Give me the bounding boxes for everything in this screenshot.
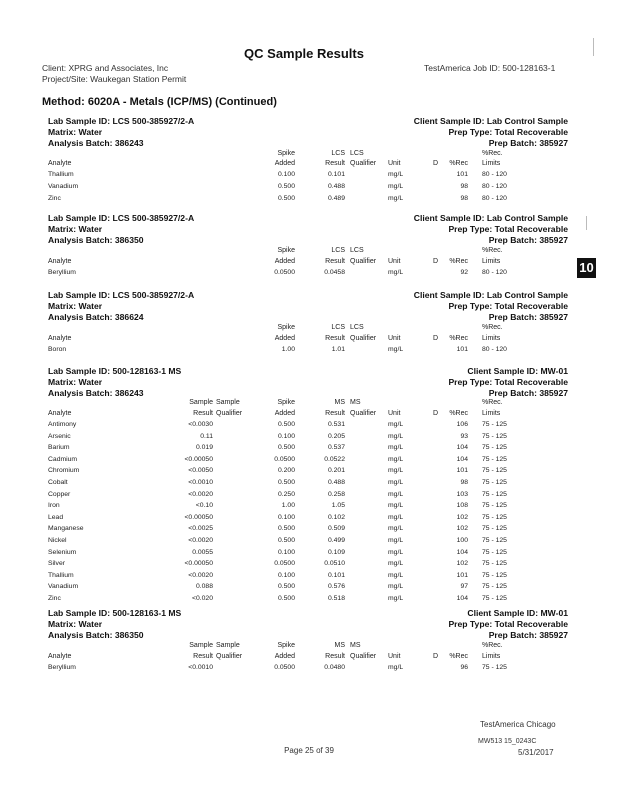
limits-cell: 75 - 125 — [482, 444, 507, 451]
rec-cell: 96 — [460, 664, 468, 671]
analyte-cell: Antimony — [48, 421, 77, 428]
unit-cell: mg/L — [388, 560, 404, 567]
prep-batch: Prep Batch: 385927 — [488, 312, 568, 322]
column-header: Unit — [388, 335, 401, 342]
analyte-cell: Thallium — [48, 171, 74, 178]
spike-cell: 0.0500 — [274, 456, 295, 463]
matrix: Matrix: Water — [48, 619, 103, 629]
rec-cell: 104 — [456, 549, 468, 556]
spike-cell: 0.100 — [277, 572, 295, 579]
analyte-cell: Cadmium — [48, 456, 78, 463]
rec-cell: 104 — [456, 444, 468, 451]
spike-cell: 0.0500 — [274, 560, 295, 567]
lab-sample-id: Lab Sample ID: 500-128163-1 MS — [48, 366, 182, 376]
spike-cell: 0.0500 — [274, 664, 295, 671]
column-header: D — [433, 410, 439, 417]
column-header: Sample — [216, 399, 240, 406]
method-heading: Method: 6020A - Metals (ICP/MS) (Continued) — [42, 96, 277, 108]
result-cell: 0.101 — [327, 572, 345, 579]
unit-cell: mg/L — [388, 595, 404, 602]
column-header: D — [433, 653, 439, 660]
sample-result-cell: <0.0050 — [188, 467, 213, 474]
lab-sample-id: Lab Sample ID: LCS 500-385927/2-A — [48, 116, 195, 126]
result-cell: 0.488 — [327, 479, 345, 486]
spike-cell: 0.100 — [277, 171, 295, 178]
column-header: D — [433, 258, 439, 265]
analyte-cell: Chromium — [48, 467, 80, 474]
limits-cell: 75 - 125 — [482, 479, 507, 486]
column-header: Added — [274, 410, 295, 417]
limits-cell: 75 - 125 — [482, 502, 507, 509]
column-header: %Rec. — [482, 399, 503, 406]
limits-cell: 80 - 120 — [482, 269, 507, 276]
column-header: Analyte — [48, 258, 72, 265]
analyte-cell: Manganese — [48, 525, 84, 532]
lab-sample-id: Lab Sample ID: 500-128163-1 MS — [48, 608, 182, 618]
spike-cell: 0.0500 — [274, 269, 295, 276]
column-header: Sample — [216, 642, 240, 649]
result-cell: 0.0458 — [324, 269, 345, 276]
rec-cell: 101 — [456, 572, 468, 579]
analyte-cell: Boron — [48, 346, 67, 353]
rec-cell: 101 — [456, 171, 468, 178]
analyte-cell: Selenium — [48, 549, 77, 556]
client-name: Client: XPRG and Associates, Inc — [42, 63, 169, 73]
prep-batch: Prep Batch: 385927 — [488, 630, 568, 640]
column-header: Limits — [482, 160, 501, 167]
sample-result-cell: <0.0020 — [188, 572, 213, 579]
analyte-cell: Vanadium — [48, 583, 79, 590]
limits-cell: 75 - 125 — [482, 433, 507, 440]
column-header: MS — [350, 642, 361, 649]
unit-cell: mg/L — [388, 664, 404, 671]
limits-cell: 75 - 125 — [482, 491, 507, 498]
sample-result-cell: <0.00050 — [184, 456, 213, 463]
column-header: Result — [193, 410, 213, 417]
column-header: LCS — [331, 150, 345, 157]
rec-cell: 104 — [456, 595, 468, 602]
unit-cell: mg/L — [388, 525, 404, 532]
sample-result-cell: 0.088 — [195, 583, 213, 590]
result-cell: 0.0522 — [324, 456, 345, 463]
rec-cell: 101 — [456, 346, 468, 353]
rec-cell: 104 — [456, 456, 468, 463]
unit-cell: mg/L — [388, 195, 404, 202]
unit-cell: mg/L — [388, 444, 404, 451]
unit-cell: mg/L — [388, 537, 404, 544]
column-header: Unit — [388, 410, 401, 417]
analysis-batch: Analysis Batch: 386243 — [48, 138, 144, 148]
document-code: MW513 15_0243C — [478, 738, 537, 745]
unit-cell: mg/L — [388, 456, 404, 463]
client-sample-id: Client Sample ID: Lab Control Sample — [413, 116, 568, 126]
lab-name: TestAmerica Chicago — [480, 720, 556, 729]
unit-cell: mg/L — [388, 549, 404, 556]
prep-type: Prep Type: Total Recoverable — [448, 127, 568, 137]
column-header: LCS — [350, 247, 364, 254]
column-header: Analyte — [48, 335, 72, 342]
column-header: Qualifier — [216, 410, 243, 417]
column-header: Analyte — [48, 653, 72, 660]
unit-cell: mg/L — [388, 479, 404, 486]
column-header: %Rec. — [482, 324, 503, 331]
column-header: Result — [193, 653, 213, 660]
sample-result-cell: 0.0055 — [192, 549, 213, 556]
limits-cell: 75 - 125 — [482, 560, 507, 567]
unit-cell: mg/L — [388, 583, 404, 590]
matrix: Matrix: Water — [48, 127, 103, 137]
column-header: Qualifier — [216, 653, 243, 660]
column-header: Limits — [482, 410, 501, 417]
spike-cell: 0.500 — [277, 525, 295, 532]
result-cell: 0.537 — [327, 444, 345, 451]
spike-cell: 0.100 — [277, 433, 295, 440]
sample-result-cell: 0.11 — [200, 433, 213, 440]
sample-result-cell: <0.0030 — [188, 421, 213, 428]
lab-sample-id: Lab Sample ID: LCS 500-385927/2-A — [48, 290, 195, 300]
analysis-batch: Analysis Batch: 386350 — [48, 630, 144, 640]
spike-cell: 1.00 — [281, 502, 295, 509]
analyte-cell: Thallium — [48, 572, 74, 579]
section-tab: 10 — [577, 258, 596, 278]
rec-cell: 97 — [460, 583, 468, 590]
rec-cell: 108 — [456, 502, 468, 509]
prep-batch: Prep Batch: 385927 — [488, 138, 568, 148]
column-header: Sample — [189, 642, 213, 649]
result-cell: 0.489 — [327, 195, 345, 202]
unit-cell: mg/L — [388, 491, 404, 498]
result-cell: 0.258 — [327, 491, 345, 498]
limits-cell: 75 - 125 — [482, 549, 507, 556]
column-header: Unit — [388, 258, 401, 265]
result-cell: 1.01 — [331, 346, 345, 353]
prep-type: Prep Type: Total Recoverable — [448, 301, 568, 311]
rec-cell: 102 — [456, 560, 468, 567]
column-header: Result — [325, 410, 345, 417]
margin-mark — [586, 216, 587, 230]
client-sample-id: Client Sample ID: MW-01 — [467, 366, 568, 376]
column-header: Analyte — [48, 160, 72, 167]
unit-cell: mg/L — [388, 502, 404, 509]
spike-cell: 0.500 — [277, 183, 295, 190]
column-header: Unit — [388, 653, 401, 660]
column-header: Qualifier — [350, 335, 377, 342]
matrix: Matrix: Water — [48, 301, 103, 311]
sample-result-cell: 0.019 — [195, 444, 213, 451]
column-header: %Rec — [449, 335, 468, 342]
spike-cell: 0.500 — [277, 479, 295, 486]
column-header: Limits — [482, 258, 501, 265]
column-header: Limits — [482, 335, 501, 342]
column-header: Qualifier — [350, 410, 377, 417]
column-header: Added — [274, 335, 295, 342]
column-header: LCS — [350, 324, 364, 331]
limits-cell: 75 - 125 — [482, 664, 507, 671]
sample-result-cell: <0.0010 — [188, 664, 213, 671]
analyte-cell: Barium — [48, 444, 70, 451]
column-header: Qualifier — [350, 258, 377, 265]
column-header: D — [433, 335, 439, 342]
unit-cell: mg/L — [388, 514, 404, 521]
rec-cell: 102 — [456, 514, 468, 521]
rec-cell: 102 — [456, 525, 468, 532]
analyte-cell: Arsenic — [48, 433, 71, 440]
rec-cell: 103 — [456, 491, 468, 498]
analysis-batch: Analysis Batch: 386624 — [48, 312, 144, 322]
spike-cell: 0.500 — [277, 421, 295, 428]
analyte-cell: Silver — [48, 560, 65, 567]
client-sample-id: Client Sample ID: Lab Control Sample — [413, 290, 568, 300]
limits-cell: 80 - 120 — [482, 346, 507, 353]
limits-cell: 80 - 120 — [482, 183, 507, 190]
rec-cell: 98 — [460, 183, 468, 190]
spike-cell: 0.100 — [277, 514, 295, 521]
prep-batch: Prep Batch: 385927 — [488, 388, 568, 398]
result-cell: 0.201 — [327, 467, 345, 474]
result-cell: 0.488 — [327, 183, 345, 190]
limits-cell: 75 - 125 — [482, 595, 507, 602]
column-header: LCS — [331, 324, 345, 331]
unit-cell: mg/L — [388, 171, 404, 178]
result-cell: 0.531 — [327, 421, 345, 428]
limits-cell: 75 - 125 — [482, 514, 507, 521]
prep-batch: Prep Batch: 385927 — [488, 235, 568, 245]
prep-type: Prep Type: Total Recoverable — [448, 224, 568, 234]
report-date: 5/31/2017 — [518, 748, 554, 757]
client-sample-id: Client Sample ID: MW-01 — [467, 608, 568, 618]
analyte-cell: Beryllium — [48, 664, 76, 671]
column-header: Limits — [482, 653, 501, 660]
matrix: Matrix: Water — [48, 224, 103, 234]
column-header: Result — [325, 160, 345, 167]
unit-cell: mg/L — [388, 346, 404, 353]
sample-result-cell: <0.0010 — [188, 479, 213, 486]
spike-cell: 0.500 — [277, 595, 295, 602]
limits-cell: 75 - 125 — [482, 467, 507, 474]
limits-cell: 80 - 120 — [482, 171, 507, 178]
result-cell: 0.518 — [327, 595, 345, 602]
unit-cell: mg/L — [388, 269, 404, 276]
limits-cell: 75 - 125 — [482, 525, 507, 532]
column-header: Spike — [277, 247, 295, 254]
limits-cell: 75 - 125 — [482, 572, 507, 579]
unit-cell: mg/L — [388, 467, 404, 474]
sample-result-cell: <0.0025 — [188, 525, 213, 532]
page-title: QC Sample Results — [244, 46, 364, 61]
project-site: Project/Site: Waukegan Station Permit — [42, 74, 187, 84]
sample-result-cell: <0.0020 — [188, 537, 213, 544]
column-header: %Rec — [449, 258, 468, 265]
rec-cell: 98 — [460, 479, 468, 486]
unit-cell: mg/L — [388, 183, 404, 190]
column-header: Qualifier — [350, 653, 377, 660]
limits-cell: 75 - 125 — [482, 421, 507, 428]
sample-result-cell: <0.00050 — [184, 514, 213, 521]
column-header: Spike — [277, 642, 295, 649]
job-id: TestAmerica Job ID: 500-128163-1 — [424, 63, 556, 73]
analyte-cell: Zinc — [48, 595, 61, 602]
spike-cell: 0.500 — [277, 444, 295, 451]
unit-cell: mg/L — [388, 572, 404, 579]
column-header: Result — [325, 258, 345, 265]
spike-cell: 0.100 — [277, 549, 295, 556]
margin-mark — [593, 38, 594, 56]
analyte-cell: Cobalt — [48, 479, 68, 486]
column-header: %Rec — [449, 410, 468, 417]
result-cell: 0.576 — [327, 583, 345, 590]
column-header: Analyte — [48, 410, 72, 417]
result-cell: 0.0480 — [324, 664, 345, 671]
result-cell: 0.101 — [327, 171, 345, 178]
column-header: %Rec — [449, 160, 468, 167]
column-header: Spike — [277, 399, 295, 406]
column-header: Added — [274, 258, 295, 265]
prep-type: Prep Type: Total Recoverable — [448, 619, 568, 629]
result-cell: 0.205 — [327, 433, 345, 440]
result-cell: 0.109 — [327, 549, 345, 556]
column-header: Added — [274, 160, 295, 167]
result-cell: 0.0510 — [324, 560, 345, 567]
sample-result-cell: <0.0020 — [188, 491, 213, 498]
spike-cell: 0.500 — [277, 583, 295, 590]
client-sample-id: Client Sample ID: Lab Control Sample — [413, 213, 568, 223]
sample-result-cell: <0.00050 — [184, 560, 213, 567]
analyte-cell: Nickel — [48, 537, 67, 544]
unit-cell: mg/L — [388, 421, 404, 428]
column-header: Spike — [277, 150, 295, 157]
column-header: %Rec — [449, 653, 468, 660]
analyte-cell: Iron — [48, 502, 60, 509]
analysis-batch: Analysis Batch: 386243 — [48, 388, 144, 398]
sample-result-cell: <0.020 — [192, 595, 213, 602]
column-header: Spike — [277, 324, 295, 331]
rec-cell: 98 — [460, 195, 468, 202]
column-header: MS — [334, 642, 345, 649]
limits-cell: 75 - 125 — [482, 456, 507, 463]
spike-cell: 0.500 — [277, 195, 295, 202]
column-header: Sample — [189, 399, 213, 406]
column-header: Qualifier — [350, 160, 377, 167]
rec-cell: 101 — [456, 467, 468, 474]
sample-result-cell: <0.10 — [195, 502, 213, 509]
analyte-cell: Lead — [48, 514, 64, 521]
result-cell: 1.05 — [331, 502, 345, 509]
column-header: Result — [325, 335, 345, 342]
result-cell: 0.509 — [327, 525, 345, 532]
column-header: LCS — [350, 150, 364, 157]
matrix: Matrix: Water — [48, 377, 103, 387]
limits-cell: 75 - 125 — [482, 537, 507, 544]
column-header: %Rec. — [482, 247, 503, 254]
spike-cell: 0.250 — [277, 491, 295, 498]
rec-cell: 100 — [456, 537, 468, 544]
column-header: MS — [350, 399, 361, 406]
analyte-cell: Beryllium — [48, 269, 76, 276]
lab-sample-id: Lab Sample ID: LCS 500-385927/2-A — [48, 213, 195, 223]
rec-cell: 92 — [460, 269, 468, 276]
result-cell: 0.499 — [327, 537, 345, 544]
limits-cell: 80 - 120 — [482, 195, 507, 202]
analyte-cell: Vanadium — [48, 183, 79, 190]
spike-cell: 0.200 — [277, 467, 295, 474]
column-header: Unit — [388, 160, 401, 167]
column-header: Result — [325, 653, 345, 660]
column-header: %Rec. — [482, 150, 503, 157]
analyte-cell: Copper — [48, 491, 71, 498]
rec-cell: 106 — [456, 421, 468, 428]
prep-type: Prep Type: Total Recoverable — [448, 377, 568, 387]
unit-cell: mg/L — [388, 433, 404, 440]
result-cell: 0.102 — [327, 514, 345, 521]
analysis-batch: Analysis Batch: 386350 — [48, 235, 144, 245]
rec-cell: 93 — [460, 433, 468, 440]
column-header: D — [433, 160, 439, 167]
spike-cell: 0.500 — [277, 537, 295, 544]
page-number: Page 25 of 39 — [284, 746, 334, 755]
analyte-cell: Zinc — [48, 195, 61, 202]
spike-cell: 1.00 — [281, 346, 295, 353]
column-header: Added — [274, 653, 295, 660]
column-header: %Rec. — [482, 642, 503, 649]
column-header: LCS — [331, 247, 345, 254]
limits-cell: 75 - 125 — [482, 583, 507, 590]
column-header: MS — [334, 399, 345, 406]
